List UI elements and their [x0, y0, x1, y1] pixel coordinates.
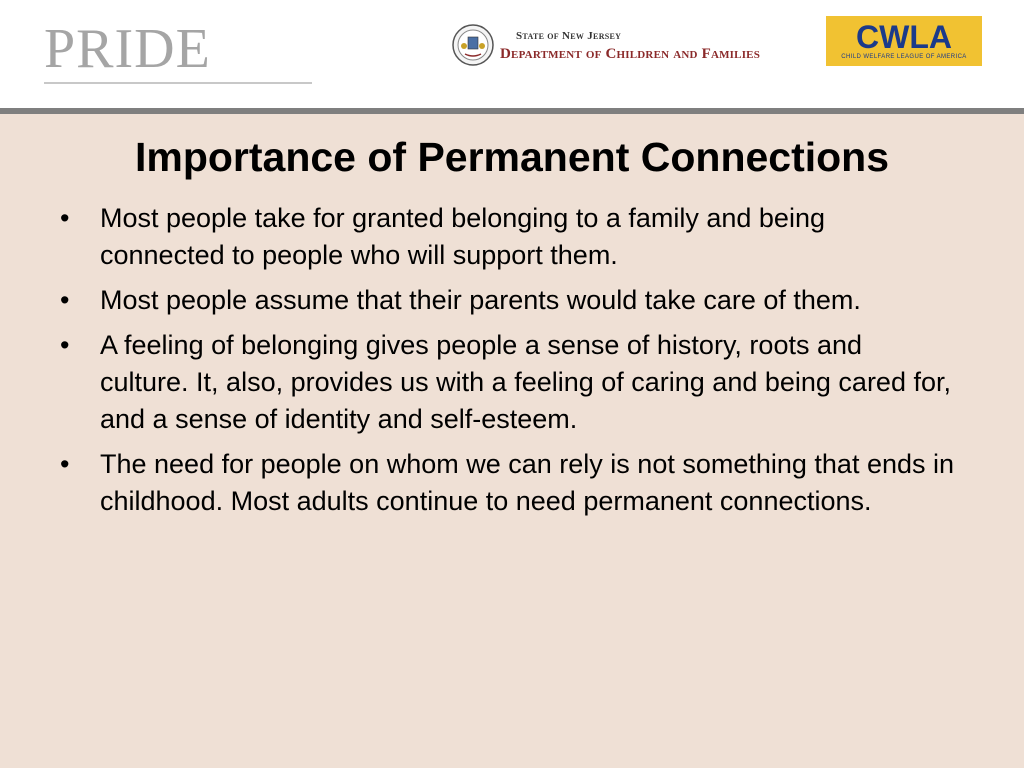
bullet-list: [56, 200, 956, 528]
state-label: State of New Jersey: [516, 30, 622, 42]
new-jersey-state-seal-icon: [452, 24, 494, 66]
slide-title: Importance of Permanent Connections: [134, 134, 890, 180]
bullet-mark: •: [60, 203, 70, 233]
cwla-logo: [826, 16, 982, 66]
bullet-mark: •: [60, 449, 70, 479]
cwla-logo-text: CWLA: [856, 19, 952, 55]
bullet-text: A feeling of belonging gives people a sense of history, roots and culture. It, also, provides us with a feeling of caring and being cared for, and a sense of identity and self-esteem.: [100, 330, 951, 434]
cwla-logo-tagline: CHILD WELFARE LEAGUE OF AMERICA: [841, 54, 967, 60]
slide-content: [0, 114, 1024, 768]
bullet-text: Most people assume that their parents would take care of them.: [100, 285, 861, 315]
slide-header: [0, 0, 1024, 108]
pride-logo-text: PRIDE: [44, 18, 211, 80]
bullet-text: The need for people on whom we can rely is not something that ends in childhood. Most adults continue to need permanent connections.: [100, 449, 955, 516]
bullet-text: Most people take for granted belonging to a family and being connected to people who will support them.: [100, 203, 825, 270]
bullet-item: [56, 200, 956, 274]
bullet-item: [56, 282, 956, 319]
pride-logo: [44, 20, 312, 86]
pride-logo-underline: [44, 82, 312, 84]
bullet-mark: •: [60, 285, 70, 315]
bullet-item: [56, 327, 956, 438]
department-label: Department of Children and Families: [500, 46, 761, 62]
department-branding: [500, 30, 820, 70]
bullet-mark: •: [60, 330, 70, 360]
bullet-item: [56, 446, 956, 520]
